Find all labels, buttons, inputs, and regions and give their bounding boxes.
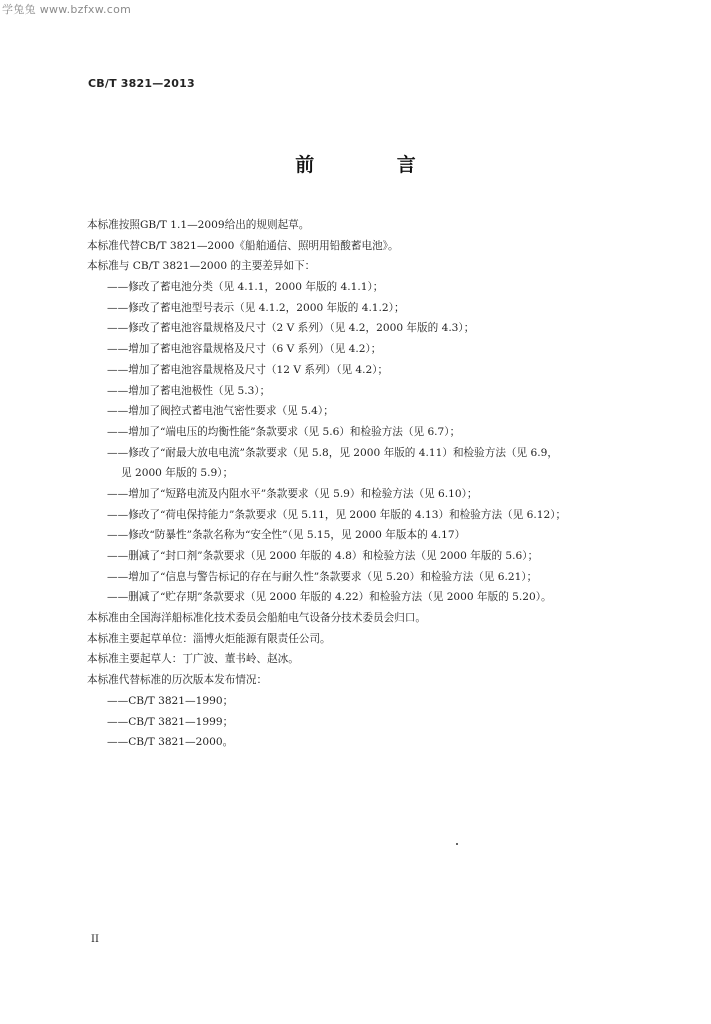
list-item: ——修改了蓄电池分类（见 4.1.1，2000 年版的 4.1.1）； bbox=[107, 281, 384, 294]
list-item: ——修改了蓄电池容量规格及尺寸（2 V 系列）（见 4.2，2000 年版的 4.3）； bbox=[107, 322, 475, 335]
list-item: ——修改了蓄电池型号表示（见 4.1.2，2000 年版的 4.1.2）； bbox=[107, 301, 405, 314]
standard-number: CB/T 3821—2013 bbox=[88, 77, 195, 90]
list-item: ——增加了蓄电池极性（见 5.3）； bbox=[107, 384, 271, 397]
list-item: ——CB/T 3821—1990； bbox=[107, 694, 234, 707]
text-line: 本标准与 CB/T 3821—2000 的主要差异如下： bbox=[87, 260, 316, 273]
list-item: ——增加了“短路电流及内阻水平”条款要求（见 5.9）和检验方法（见 6.10）； bbox=[107, 487, 478, 500]
list-item: ——删减了“贮存期”条款要求（见 2000 年版的 4.22）和检验方法（见 2000 年版的 5.20）。 bbox=[107, 591, 552, 604]
text-line: 本标准主要起草人：丁广波、董书岭、赵冰。 bbox=[87, 653, 299, 666]
list-item: ——CB/T 3821—2000。 bbox=[107, 736, 234, 749]
list-item: ——增加了蓄电池容量规格及尺寸（6 V 系列）（见 4.2）； bbox=[107, 343, 382, 356]
list-item: ——增加了“信息与警告标记的存在与耐久性”条款要求（见 5.20）和检验方法（见 6.21）； bbox=[107, 570, 538, 583]
text-line: 本标准代替标准的历次版本发布情况： bbox=[87, 674, 268, 687]
list-item: ——增加了“端电压的均衡性能”条款要求（见 5.6）和检验方法（见 6.7）； bbox=[107, 425, 461, 438]
list-item: ——删减了“封口剂”条款要求（见 2000 年版的 4.8）和检验方法（见 2000 年版的 5.6）； bbox=[107, 550, 539, 562]
list-item: ——修改“防暴性”条款名称为“安全性”（见 5.15，见 2000 年版本的 4.17） bbox=[107, 529, 466, 542]
list-item: ——修改了“耐最大放电电流”条款要求（见 5.8，见 2000 年版的 4.11）和检验方法（见 6.9， bbox=[107, 446, 558, 459]
page-number: II bbox=[91, 934, 99, 945]
scan-speck bbox=[456, 843, 458, 845]
text-line: 本标准由全国海洋船标准化技术委员会船舶电气设备分技术委员会归口。 bbox=[87, 612, 426, 625]
list-item: ——增加了阀控式蓄电池气密性要求（见 5.4）； bbox=[107, 405, 334, 418]
watermark: 学兔兔 www.bzfxw.com bbox=[2, 3, 132, 16]
list-item-continuation: 见 2000 年版的 5.9）； bbox=[121, 467, 234, 480]
list-item: ——增加了蓄电池容量规格及尺寸（12 V 系列）（见 4.2）； bbox=[107, 363, 389, 376]
text-line: 本标准按照GB/T 1.1—2009给出的规则起草。 bbox=[87, 219, 310, 231]
list-item: ——修改了“荷电保持能力”条款要求（见 5.11，见 2000 年版的 4.13）和检验方法（见 6.12）； bbox=[107, 508, 567, 521]
text-line: 本标准代替CB/T 3821—2000《船舶通信、照明用铅酸蓄电池》。 bbox=[87, 239, 399, 252]
foreword-body bbox=[87, 215, 667, 753]
text-line: 本标准主要起草单位：淄博火炬能源有限责任公司。 bbox=[87, 632, 331, 645]
page-title: 前 言 bbox=[295, 154, 454, 176]
list-item: ——CB/T 3821—1999； bbox=[107, 715, 234, 728]
